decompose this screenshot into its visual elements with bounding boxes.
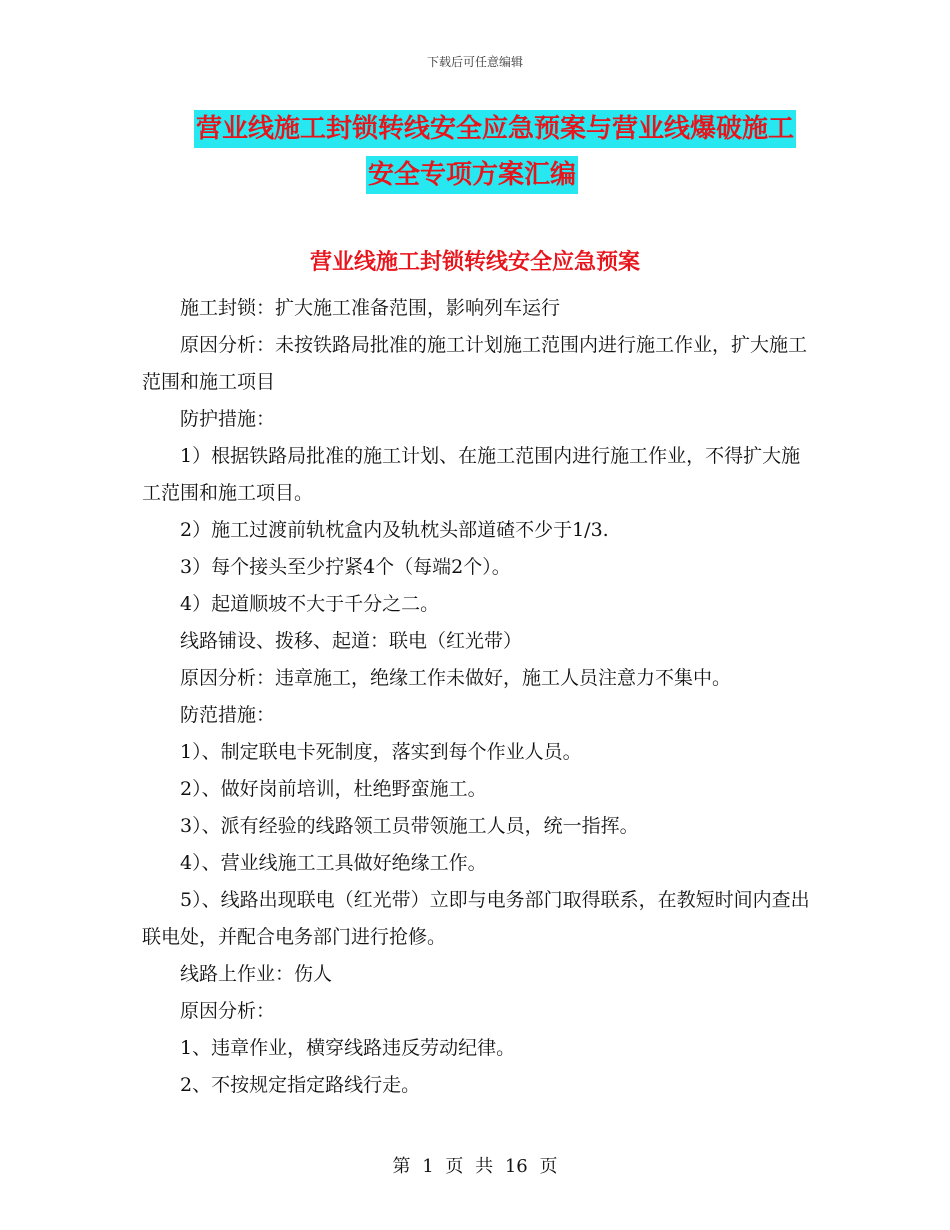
document-title-line-1: 营业线施工封锁转线安全应急预案与营业线爆破施工 bbox=[194, 110, 796, 148]
paragraph: 4）起道顺坡不大于千分之二。 bbox=[180, 593, 440, 615]
paragraph: 3）每个接头至少拧紧4个（每端2个）。 bbox=[180, 556, 511, 578]
paragraph: 原因分析：违章施工，绝缘工作未做好，施工人员注意力不集中。 bbox=[180, 667, 732, 689]
paragraph: 防护措施： bbox=[180, 408, 276, 430]
paragraph: 4）、营业线施工工具做好绝缘工作。 bbox=[180, 852, 487, 874]
page-footer: 第 1 页 共 16 页 bbox=[392, 1156, 558, 1177]
paragraph: 3）、派有经验的线路领工员带领施工人员，统一指挥。 bbox=[180, 815, 639, 837]
paragraph: 1）、制定联电卡死制度，落实到每个作业人员。 bbox=[180, 741, 582, 763]
paragraph: 2、不按规定指定路线行走。 bbox=[180, 1074, 421, 1096]
paragraph: 1）根据铁路局批准的施工计划、在施工范围内进行施工作业，不得扩大施工范围和施工项目。 bbox=[142, 445, 801, 504]
paragraph: 2）施工过渡前轨枕盒内及轨枕头部道碴不少于1/3. bbox=[180, 519, 609, 541]
paragraph: 线路上作业：伤人 bbox=[180, 963, 333, 985]
paragraph: 1、违章作业，横穿线路违反劳动纪律。 bbox=[180, 1037, 516, 1059]
paragraph: 2）、做好岗前培训，杜绝野蛮施工。 bbox=[180, 778, 487, 800]
paragraph: 施工封锁：扩大施工准备范围，影响列车运行 bbox=[180, 297, 561, 319]
section-heading: 营业线施工封锁转线安全应急预案 bbox=[309, 249, 640, 275]
page-header-note: 下载后可任意编辑 bbox=[426, 55, 523, 69]
document-title-line-2: 安全专项方案汇编 bbox=[366, 156, 578, 194]
paragraph: 原因分析：未按铁路局批准的施工计划施工范围内进行施工作业，扩大施工范围和施工项目 bbox=[142, 334, 808, 393]
paragraph: 5）、线路出现联电（红光带）立即与电务部门取得联系，在教短时间内查出联电处，并配合电务部门进行抢修。 bbox=[142, 889, 810, 948]
document-body bbox=[142, 290, 812, 1104]
paragraph: 原因分析： bbox=[180, 1000, 276, 1022]
paragraph: 线路铺设、拨移、起道：联电（红光带） bbox=[180, 630, 523, 652]
paragraph: 防范措施： bbox=[180, 704, 276, 726]
